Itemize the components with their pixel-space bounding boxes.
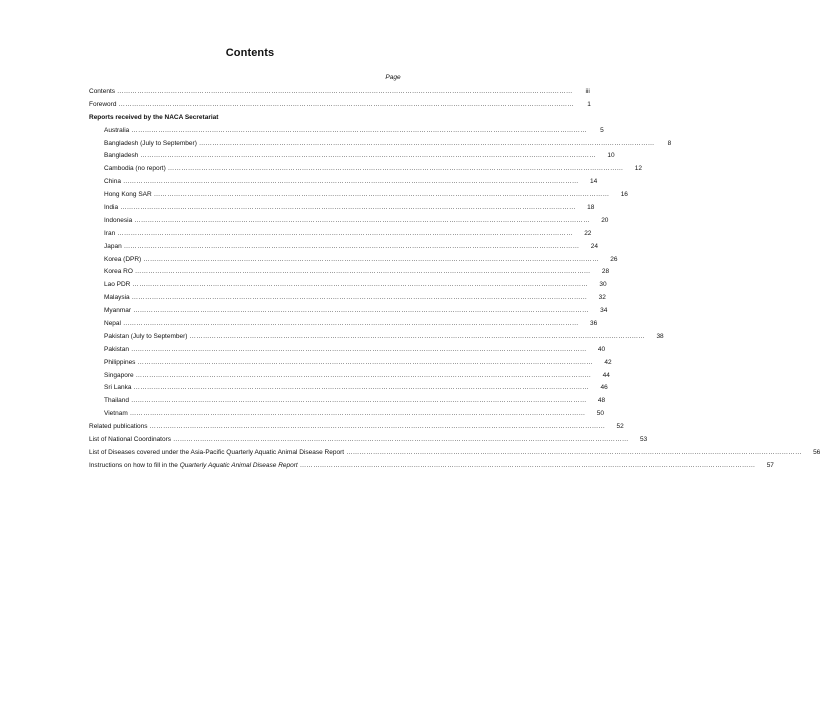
dot-leader: …………………………………………………………………………………………………………………………………………………………………………………… xyxy=(129,410,586,418)
toc-entry-foreword[interactable] xyxy=(89,100,591,113)
table-of-contents xyxy=(89,87,821,474)
toc-entry-page: 22 xyxy=(584,229,592,237)
toc-entry-page: 28 xyxy=(601,268,610,276)
toc-entry[interactable] xyxy=(89,345,606,358)
toc-entry-label: Bangladesh xyxy=(104,152,139,160)
dot-leader: …………………………………………………………………………………………………………………………………………………………………………………… xyxy=(167,165,624,173)
toc-entry[interactable] xyxy=(89,229,592,242)
toc-entry[interactable] xyxy=(89,306,608,319)
toc-entry[interactable] xyxy=(89,216,609,229)
dot-leader: …………………………………………………………………………………………………………………………………………………………………………………… xyxy=(143,255,599,263)
toc-entry-page: 10 xyxy=(607,152,615,160)
toc-entry-label: Nepal xyxy=(104,320,121,328)
toc-entry-label: Japan xyxy=(104,242,122,250)
toc-entry-label: India xyxy=(104,204,119,212)
toc-entry[interactable] xyxy=(89,242,598,255)
toc-entry-label: Indonesia xyxy=(104,216,133,224)
toc-entry-page: 20 xyxy=(601,216,609,224)
toc-entry[interactable] xyxy=(89,358,612,371)
toc-entry[interactable] xyxy=(89,164,642,177)
toc-entry[interactable] xyxy=(89,126,604,139)
dot-leader: …………………………………………………………………………………………………………………………………………………………………………………… xyxy=(120,204,576,212)
toc-entry[interactable] xyxy=(89,332,664,345)
toc-entry-page: 8 xyxy=(667,139,672,147)
toc-entry-label: Hong Kong SAR xyxy=(104,191,152,199)
toc-entry-label: Korea RO xyxy=(104,268,133,276)
toc-entry-page: 46 xyxy=(600,384,608,392)
toc-entry-label: Myanmar xyxy=(104,307,132,315)
toc-entry-instructions[interactable] xyxy=(89,461,774,474)
toc-entry-page: 40 xyxy=(597,345,606,353)
toc-entry-label-italic: Quarterly Aquatic Animal Disease Report xyxy=(179,461,298,469)
toc-entry-label: Sri Lanka xyxy=(104,384,132,392)
dot-leader: …………………………………………………………………………………………………………………………………………………………………………………… xyxy=(198,139,655,147)
dot-leader: …………………………………………………………………………………………………………………………………………………………………………………… xyxy=(133,384,590,392)
toc-entry-page: 52 xyxy=(616,423,624,431)
toc-entry-label: Lao PDR xyxy=(104,281,131,289)
section-heading-label: Reports received by the NACA Secretariat xyxy=(89,113,219,121)
toc-entry[interactable] xyxy=(89,280,607,293)
closing-entries xyxy=(89,422,821,461)
toc-entry-page: 12 xyxy=(634,165,642,173)
dot-leader: …………………………………………………………………………………………………………………………………………………………………………………… xyxy=(299,461,756,469)
toc-entry-page: 24 xyxy=(590,242,598,250)
toc-entry-label: Pakistan xyxy=(104,345,129,353)
toc-entry-label: List of National Coordinators xyxy=(89,436,172,444)
toc-entry-label: Thailand xyxy=(104,397,129,405)
toc-entry-label xyxy=(89,461,298,471)
toc-entry-contents[interactable] xyxy=(89,87,590,100)
toc-entry-page: 44 xyxy=(602,371,610,379)
dot-leader: …………………………………………………………………………………………………………………………………………………………………………………… xyxy=(153,191,610,199)
toc-entry-page: 14 xyxy=(589,178,598,186)
dot-leader: …………………………………………………………………………………………………………………………………………………………………………………… xyxy=(134,216,590,224)
dot-leader: …………………………………………………………………………………………………………………………………………………………………………………… xyxy=(122,320,579,328)
toc-entry-label: Singapore xyxy=(104,371,134,379)
toc-entry-page: 5 xyxy=(600,126,604,134)
dot-leader: …………………………………………………………………………………………………………………………………………………………………………………… xyxy=(122,178,579,186)
dot-leader: …………………………………………………………………………………………………………………………………………………………………………………… xyxy=(130,397,587,405)
toc-entry-label: List of Diseases covered under the Asia-Pacific Quarterly Aquatic Animal Disease Report xyxy=(89,448,345,456)
dot-leader: …………………………………………………………………………………………………………………………………………………………………………………… xyxy=(137,358,594,366)
toc-entry-page: 56 xyxy=(813,448,821,456)
toc-entry-label: Korea (DPR) xyxy=(104,255,142,263)
toc-entry[interactable] xyxy=(89,409,604,422)
toc-entry-page: iii xyxy=(585,88,590,95)
toc-entry-page: 26 xyxy=(610,255,618,263)
toc-entry-page: 18 xyxy=(587,204,595,212)
toc-entry-page: 50 xyxy=(596,410,604,418)
toc-entry[interactable] xyxy=(89,267,610,280)
toc-entry-label: Foreword xyxy=(89,100,117,108)
toc-entry[interactable] xyxy=(89,190,628,203)
toc-entry[interactable] xyxy=(89,448,821,461)
toc-entry-page: 48 xyxy=(597,397,606,405)
dot-leader: …………………………………………………………………………………………………………………………………………………………………………………… xyxy=(135,371,592,379)
dot-leader: …………………………………………………………………………………………………………………………………………………………………………………… xyxy=(123,242,580,250)
toc-entry-page: 53 xyxy=(640,436,648,444)
toc-entry[interactable] xyxy=(89,255,618,268)
toc-entry-page: 38 xyxy=(656,332,664,340)
page-column-label: Page xyxy=(385,74,401,81)
dot-leader: …………………………………………………………………………………………………………………………………………………………………………………… xyxy=(133,307,589,315)
dot-leader: …………………………………………………………………………………………………………………………………………………………………………………… xyxy=(131,294,588,302)
toc-entry[interactable] xyxy=(89,396,606,409)
toc-entry-page: 57 xyxy=(766,461,774,469)
toc-entry-page: 32 xyxy=(598,294,606,302)
toc-entry[interactable] xyxy=(89,177,598,190)
toc-entry[interactable] xyxy=(89,139,672,152)
toc-entry[interactable] xyxy=(89,203,595,216)
toc-entry-page: 1 xyxy=(587,100,591,108)
toc-entry-page: 34 xyxy=(600,307,608,315)
section-heading-reports xyxy=(89,113,407,126)
toc-entry[interactable] xyxy=(89,371,610,384)
page-title: Contents xyxy=(225,47,275,59)
toc-entry-label: Iran xyxy=(104,229,116,237)
dot-leader: …………………………………………………………………………………………………………………………………………………………………………………… xyxy=(134,268,591,276)
toc-entry-label: Cambodia (no report) xyxy=(104,165,166,173)
toc-entry[interactable] xyxy=(89,383,608,396)
toc-entry-label: China xyxy=(104,178,121,186)
toc-entry-label: Bangladesh (July to September) xyxy=(104,139,197,147)
dot-leader: …………………………………………………………………………………………………………………………………………………………………………………… xyxy=(149,423,606,431)
dot-leader: …………………………………………………………………………………………………………………………………………………………………………………… xyxy=(130,345,587,353)
dot-leader: …………………………………………………………………………………………………………………………………………………………………………………… xyxy=(118,100,575,108)
dot-leader: …………………………………………………………………………………………………………………………………………………………………………………… xyxy=(132,281,588,289)
country-list xyxy=(89,126,672,422)
dot-leader: …………………………………………………………………………………………………………………………………………………………………………………… xyxy=(140,152,596,160)
toc-entry-label: Philippines xyxy=(104,358,136,366)
toc-entry[interactable] xyxy=(89,319,598,332)
dot-leader: …………………………………………………………………………………………………………………………………………………………………………………… xyxy=(173,436,629,444)
toc-entry-label: Malaysia xyxy=(104,294,130,302)
toc-entry-page: 16 xyxy=(620,191,628,199)
toc-entry-label: Australia xyxy=(104,126,130,134)
dot-leader: …………………………………………………………………………………………………………………………………………………………………………………… xyxy=(117,229,573,237)
toc-entry[interactable] xyxy=(89,151,615,164)
dot-leader: …………………………………………………………………………………………………………………………………………………………………………………… xyxy=(189,332,646,340)
dot-leader: …………………………………………………………………………………………………………………………………………………………………………………… xyxy=(346,448,802,456)
toc-entry-label: Related publications xyxy=(89,423,148,431)
toc-entry[interactable] xyxy=(89,435,648,448)
toc-entry[interactable] xyxy=(89,422,624,435)
dot-leader: …………………………………………………………………………………………………………………………………………………………………………………… xyxy=(117,88,573,95)
toc-entry-label: Vietnam xyxy=(104,410,128,418)
dot-leader: …………………………………………………………………………………………………………………………………………………………………………………… xyxy=(131,126,587,134)
toc-entry[interactable] xyxy=(89,293,606,306)
toc-entry-label: Contents xyxy=(89,88,116,95)
toc-entry-label-prefix: Instructions on how to fill in the xyxy=(89,461,180,469)
toc-entry-page: 30 xyxy=(599,281,607,289)
toc-entry-label: Pakistan (July to September) xyxy=(104,332,188,340)
toc-entry-page: 36 xyxy=(589,320,598,328)
toc-entry-page: 42 xyxy=(604,358,612,366)
